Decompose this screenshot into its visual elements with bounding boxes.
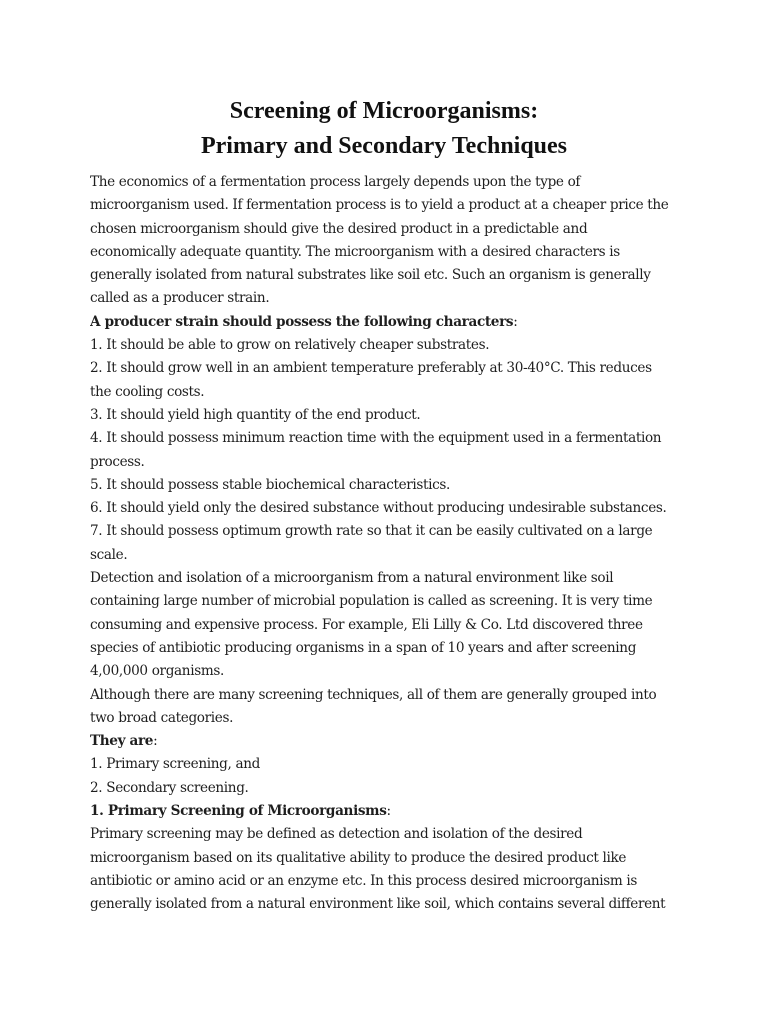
text-line: [90, 520, 680, 543]
line-text: Detection and isolation of a microorganism from a natural environment like soil: [90, 570, 614, 587]
heading-colon: :: [153, 733, 158, 750]
section-heading-line: [90, 800, 680, 823]
line-text: 1. Primary screening, and: [90, 756, 260, 773]
text-line: [90, 567, 680, 590]
line-text: species of antibiotic producing organisms in a span of 10 years and after screening: [90, 639, 637, 656]
text-line: [90, 707, 680, 730]
text-line: [90, 847, 680, 870]
line-text: consuming and expensive process. For example, Eli Lilly & Co. Ltd discovered three: [90, 616, 643, 633]
text-line: [90, 753, 680, 776]
text-line: [90, 287, 680, 310]
heading-colon: :: [513, 313, 518, 330]
line-text: microorganism based on its qualitative ability to produce the desired product like: [90, 849, 627, 866]
text-line: [90, 660, 680, 683]
text-line: [90, 334, 680, 357]
text-line: [90, 544, 680, 567]
text-line: [90, 474, 680, 497]
text-line: [90, 357, 680, 380]
line-text: process.: [90, 453, 145, 470]
line-text: the cooling costs.: [90, 383, 205, 400]
text-line: [90, 497, 680, 520]
line-text: called as a producer strain.: [90, 290, 270, 307]
line-text: 6. It should yield only the desired substance without producing undesirable substances.: [90, 500, 667, 517]
line-text: microorganism used. If fermentation process is to yield a product at a cheaper price the: [90, 197, 669, 214]
line-text: 1. It should be able to grow on relatively cheaper substrates.: [90, 337, 490, 354]
text-line: [90, 614, 680, 637]
text-line: [90, 684, 680, 707]
heading-colon: :: [386, 803, 391, 820]
line-text: 4,00,000 organisms.: [90, 663, 224, 680]
line-text: economically adequate quantity. The microorganism with a desired characters is: [90, 243, 620, 260]
line-text: generally isolated from a natural environment like soil, which contains several different: [90, 896, 666, 913]
line-text: 5. It should possess stable biochemical characteristics.: [90, 476, 451, 493]
text-line: [90, 218, 680, 241]
page-title: [0, 94, 768, 164]
line-text: The economics of a fermentation process largely depends upon the type of: [90, 174, 581, 190]
heading-text: A producer strain should possess the following characters: [90, 313, 514, 330]
line-text: 3. It should yield high quantity of the end product.: [90, 406, 421, 423]
line-text: chosen microorganism should give the desired product in a predictable and: [90, 220, 588, 237]
section-heading-line: [90, 730, 680, 753]
heading-text: 1. Primary Screening of Microorganisms: [90, 803, 387, 820]
line-text: containing large number of microbial population is called as screening. It is very time: [90, 593, 653, 610]
document-body: [90, 171, 680, 917]
text-line: [90, 194, 680, 217]
text-line: [90, 893, 680, 916]
line-text: Primary screening may be defined as detection and isolation of the desired: [90, 826, 583, 843]
title-line-1: Screening of Microorganisms:: [229, 98, 539, 124]
text-line: [90, 427, 680, 450]
text-line: [90, 637, 680, 660]
line-text: 7. It should possess optimum growth rate so that it can be easily cultivated on a large: [90, 523, 653, 540]
line-text: generally isolated from natural substrates like soil etc. Such an organism is generally: [90, 267, 651, 284]
text-line: [90, 264, 680, 287]
text-line: [90, 451, 680, 474]
heading-text: They are: [90, 733, 154, 750]
line-text: two broad categories.: [90, 709, 234, 726]
line-text: 2. Secondary screening.: [90, 779, 249, 796]
text-line: [90, 381, 680, 404]
line-text: 4. It should possess minimum reaction time with the equipment used in a fermentation: [90, 430, 662, 447]
title-line-2: Primary and Secondary Techniques: [200, 133, 568, 159]
text-line: [90, 777, 680, 800]
line-text: 2. It should grow well in an ambient temperature preferably at 30-40°C. This reduces: [90, 360, 652, 377]
section-heading-line: [90, 311, 680, 334]
text-line: [90, 241, 680, 264]
text-line: [90, 590, 680, 613]
line-text: scale.: [90, 546, 128, 563]
text-line: [90, 171, 680, 194]
text-line: [90, 823, 680, 846]
text-line: [90, 404, 680, 427]
text-line: [90, 870, 680, 893]
line-text: Although there are many screening techniques, all of them are generally grouped into: [90, 686, 657, 703]
line-text: antibiotic or amino acid or an enzyme etc. In this process desired microorganism is: [90, 872, 638, 889]
